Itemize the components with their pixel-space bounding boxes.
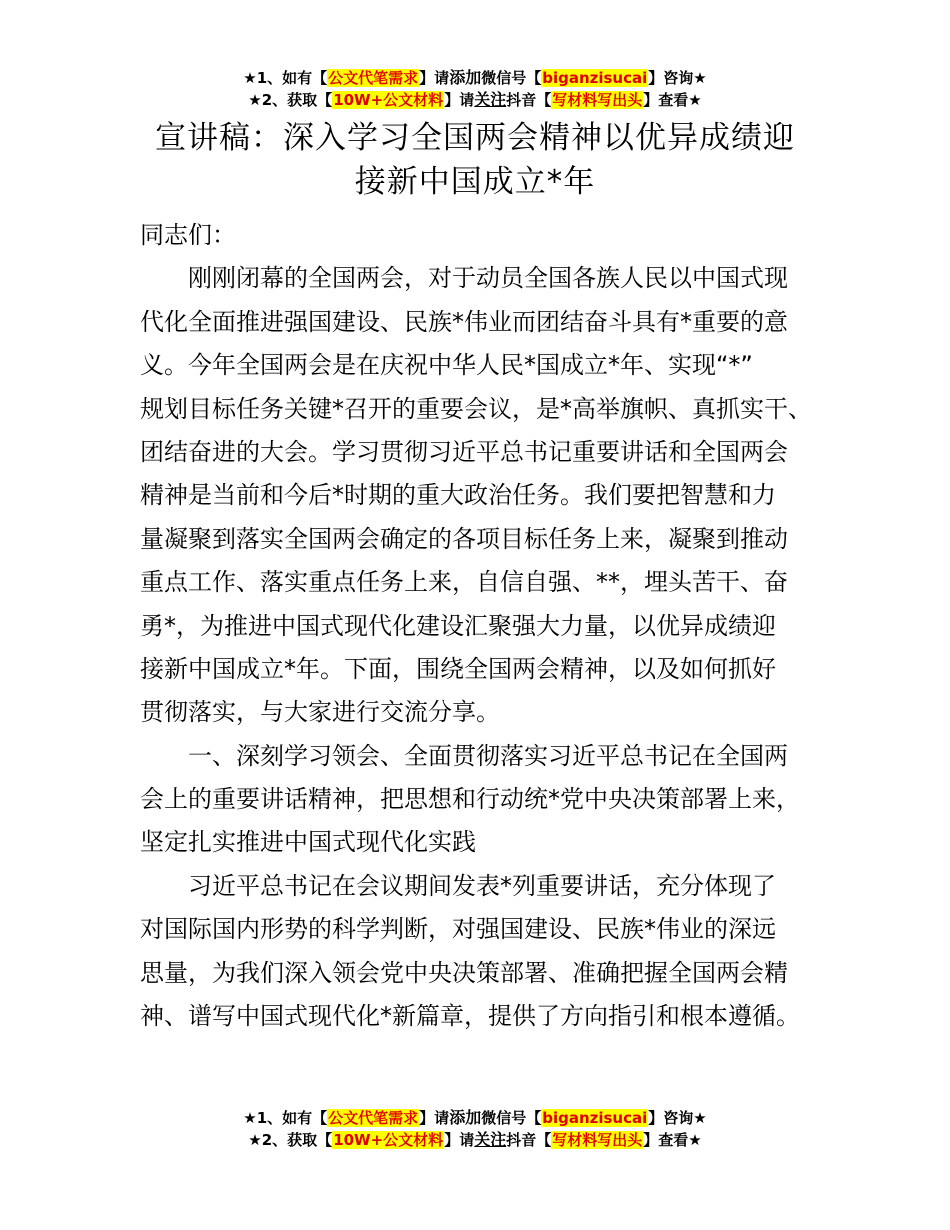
- header-notice: [0, 67, 950, 111]
- materials-highlight: 10W+公文材料: [333, 91, 444, 109]
- notice-prefix: ★2、获取【: [248, 91, 333, 109]
- materials-highlight: 10W+公文材料: [333, 1131, 444, 1149]
- notice-line-1: [0, 1107, 950, 1129]
- paragraph-line: 精神是当前和今后*时期的重大政治任务。我们要把智慧和力: [140, 481, 776, 510]
- document-body: [140, 214, 830, 1038]
- notice-prefix: ★2、获取【: [248, 1131, 333, 1149]
- notice-suffix: 】咨询★: [648, 1109, 707, 1127]
- douyin-id-highlight: 写材料写出头: [552, 91, 643, 109]
- service-highlight: 公文代笔需求: [328, 1109, 419, 1127]
- paragraph-line: 接新中国成立*年。下面，围绕全国两会精神，以及如何抓好: [140, 654, 776, 683]
- paragraph-line: 团结奋进的大会。学习贯彻习近平总书记重要讲话和全国两会: [140, 437, 788, 466]
- paragraph-1: [140, 257, 830, 734]
- notice-verb: 添加: [449, 68, 482, 87]
- douyin-id-highlight: 写材料写出头: [552, 1131, 643, 1149]
- notice-prefix: ★1、如有【: [243, 1109, 328, 1127]
- notice-suffix: 】查看★: [643, 91, 702, 109]
- document-title: [120, 116, 830, 204]
- paragraph-line: 重点工作、落实重点任务上来，自信自强、**，埋头苦干、奋: [140, 568, 788, 597]
- notice-line-2: [0, 1129, 950, 1151]
- notice-text: 微信号【: [481, 69, 542, 87]
- notice-verb: 添加: [449, 1108, 482, 1127]
- notice-line-2: [0, 89, 950, 111]
- section-heading-1: [140, 735, 830, 865]
- notice-text: 微信号【: [481, 1109, 542, 1127]
- footer-notice: [0, 1107, 950, 1151]
- notice-text: 抖音【: [506, 1131, 552, 1149]
- paragraph-line: 思量，为我们深入领会党中央决策部署、准确把握全国两会精: [140, 958, 788, 987]
- notice-text: 】请: [419, 1109, 450, 1127]
- paragraph-line: 义。今年全国两会是在庆祝中华人民*国成立*年、实现“*”: [140, 351, 753, 380]
- notice-verb: 关注: [474, 90, 507, 109]
- notice-text: 】请: [444, 1131, 475, 1149]
- heading-line: 一、深刻学习领会、全面贯彻落实习近平总书记在全国两: [140, 741, 788, 770]
- heading-line: 坚定扎实推进中国式现代化实践: [140, 828, 476, 857]
- title-line-2: 接新中国成立*年: [354, 164, 596, 200]
- notice-verb: 关注: [474, 1130, 507, 1149]
- paragraph-line: 贯彻落实，与大家进行交流分享。: [140, 698, 500, 727]
- notice-text: 】请: [444, 91, 475, 109]
- heading-line: 会上的重要讲话精神，把思想和行动统*党中央决策部署上来，: [140, 785, 800, 814]
- paragraph-line: 对国际国内形势的科学判断，对强国建设、民族*伟业的深远: [140, 915, 776, 944]
- paragraph-line: 规划目标任务关键*召开的重要会议，是*高举旗帜、真抓实干、: [140, 394, 812, 423]
- paragraph-2: [140, 865, 830, 1039]
- paragraph-line: 习近平总书记在会议期间发表*列重要讲话，充分体现了: [140, 871, 776, 900]
- notice-prefix: ★1、如有【: [243, 69, 328, 87]
- wechat-id-highlight: biganzisucai: [542, 1109, 648, 1127]
- wechat-id-highlight: biganzisucai: [542, 69, 648, 87]
- paragraph-line: 刚刚闭幕的全国两会，对于动员全国各族人民以中国式现: [140, 264, 788, 293]
- paragraph-line: 量凝聚到落实全国两会确定的各项目标任务上来，凝聚到推动: [140, 524, 788, 553]
- service-highlight: 公文代笔需求: [328, 69, 419, 87]
- title-line-1: 宣讲稿：深入学习全国两会精神以优异成绩迎: [155, 120, 795, 156]
- paragraph-line: 代化全面推进强国建设、民族*伟业而团结奋斗具有*重要的意: [140, 307, 788, 336]
- greeting: 同志们：: [140, 221, 236, 249]
- notice-text: 】请: [419, 69, 450, 87]
- notice-suffix: 】咨询★: [648, 69, 707, 87]
- notice-text: 抖音【: [506, 91, 552, 109]
- paragraph-line: 勇*，为推进中国式现代化建设汇聚强大力量，以优异成绩迎: [140, 611, 776, 640]
- notice-suffix: 】查看★: [643, 1131, 702, 1149]
- notice-line-1: [0, 67, 950, 89]
- paragraph-line: 神、谱写中国式现代化*新篇章，提供了方向指引和根本遵循。: [140, 1002, 800, 1031]
